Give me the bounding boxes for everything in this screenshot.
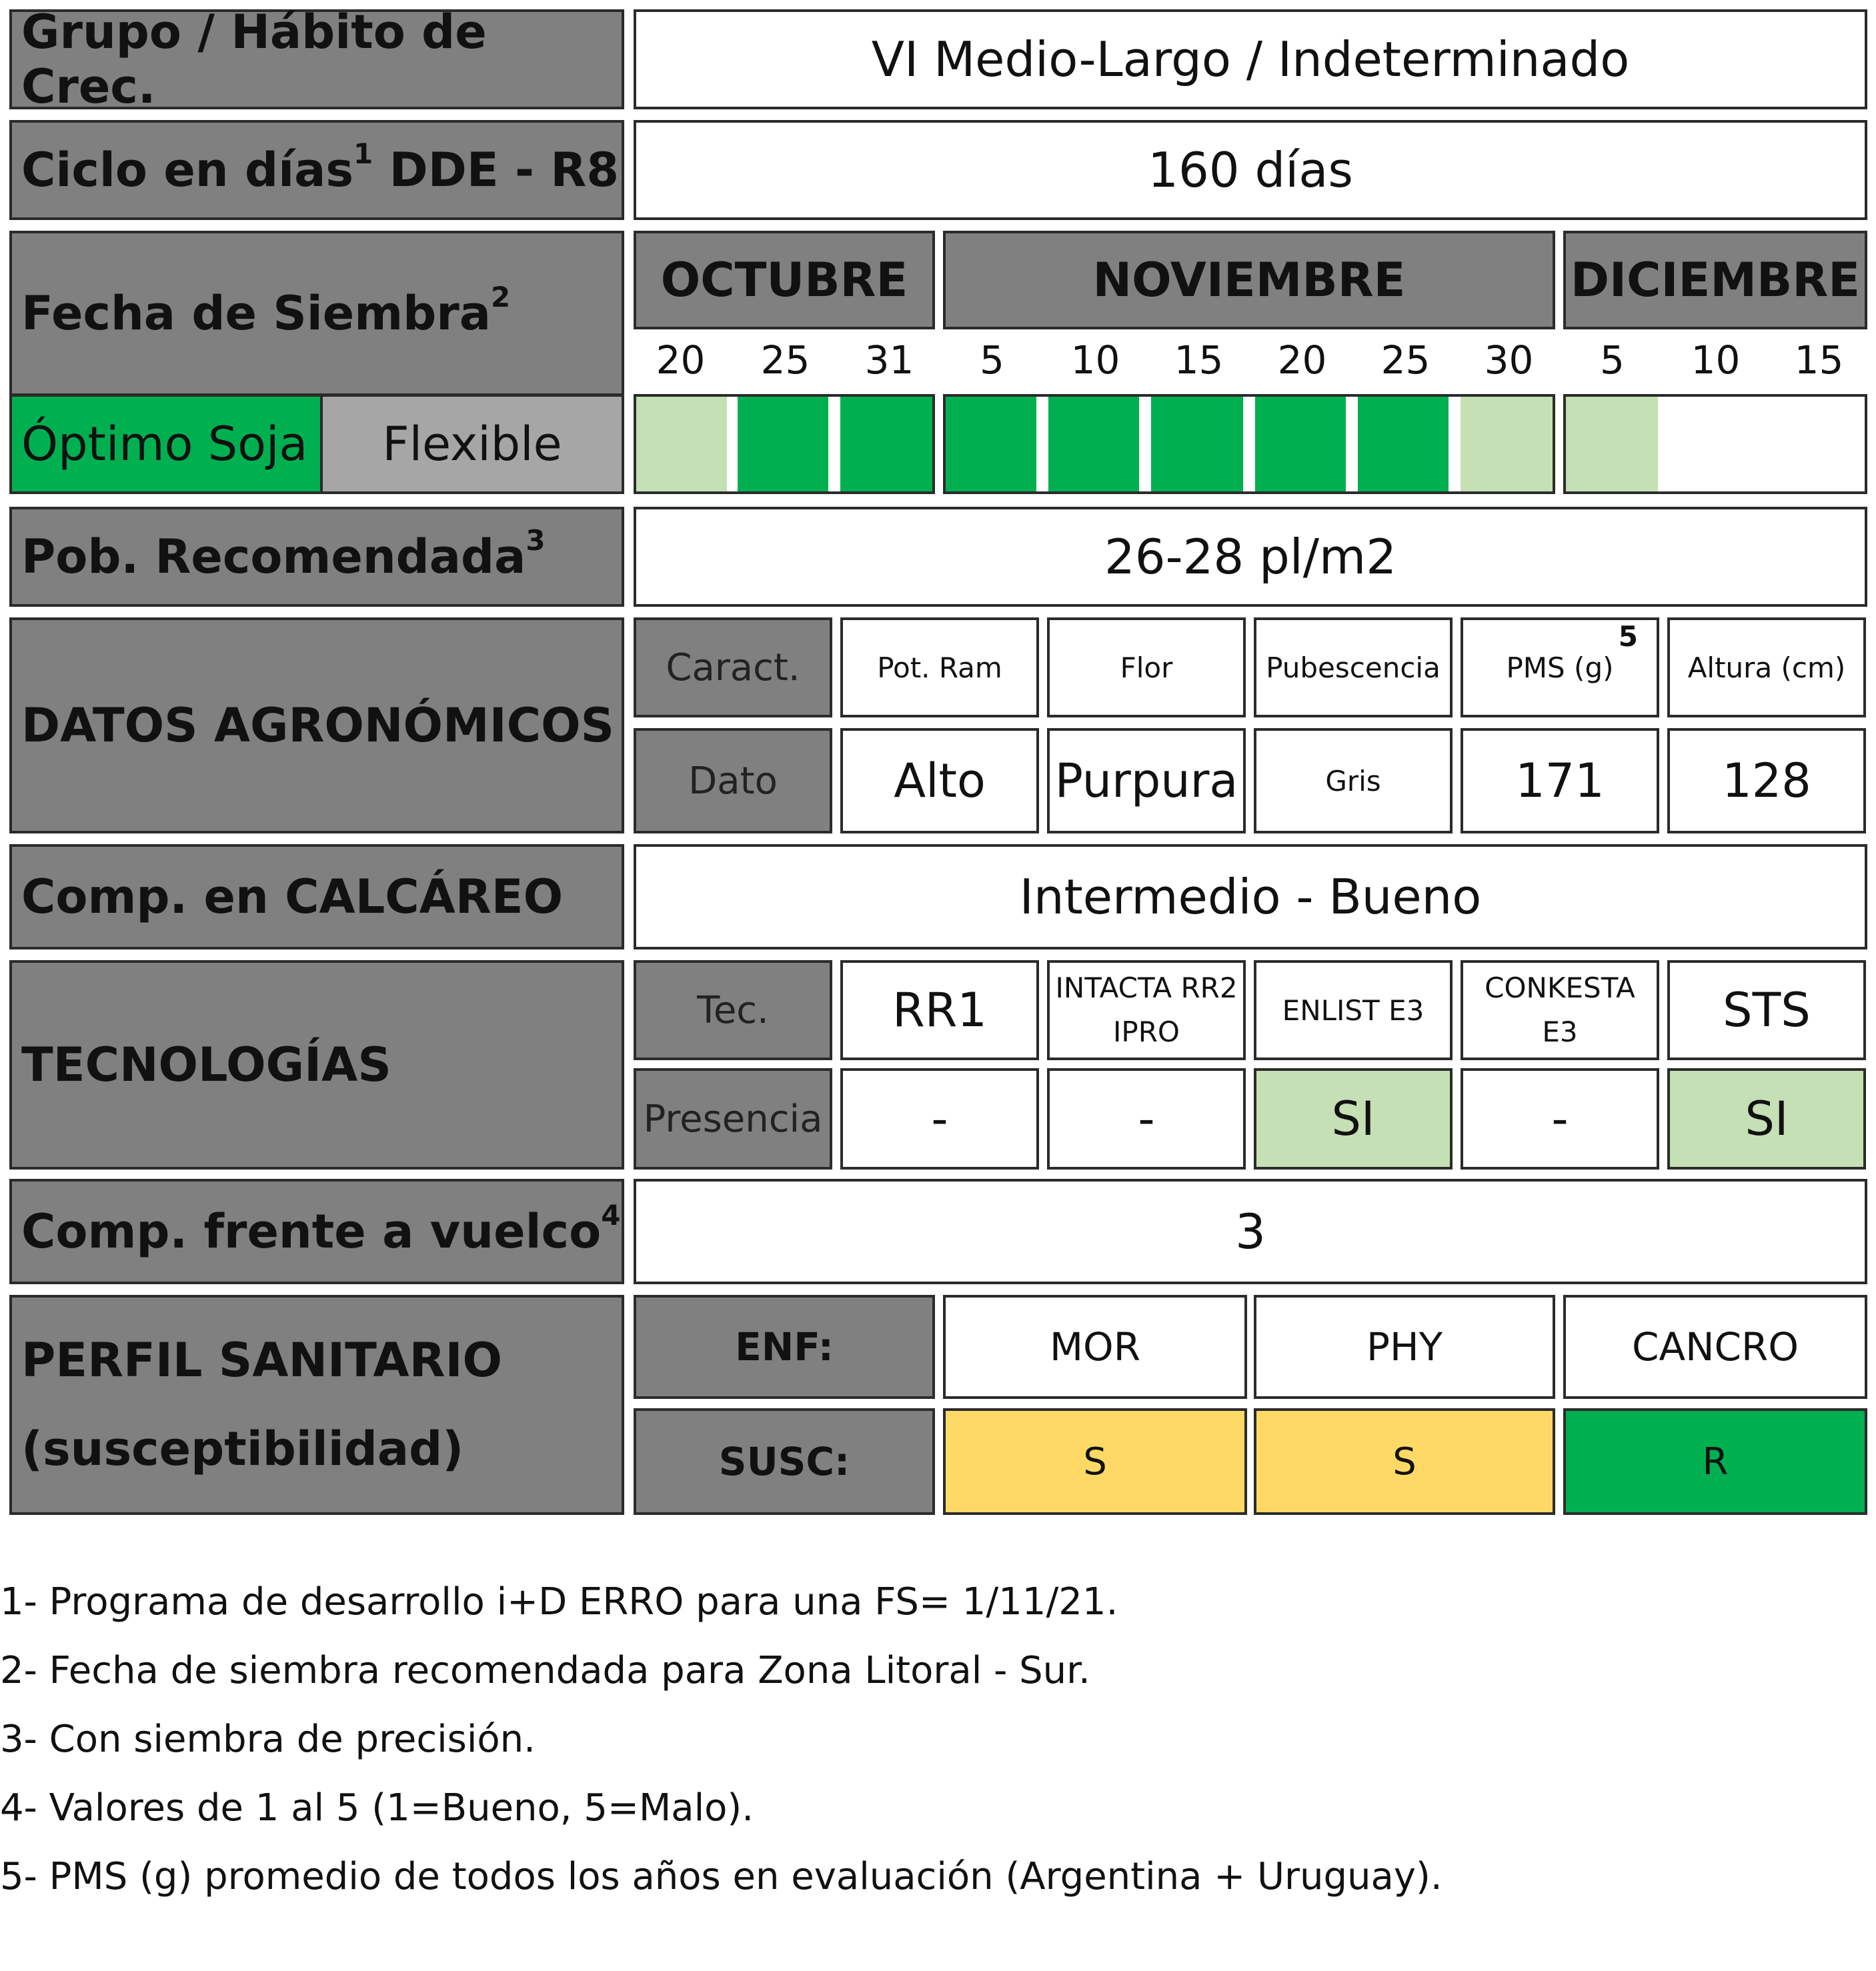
datos-header-cell xyxy=(1254,617,1453,717)
tec-header-text: STS xyxy=(1723,983,1811,1038)
pob-value xyxy=(634,507,1867,607)
grupo-label xyxy=(9,5,624,114)
day-label: 20 xyxy=(656,337,706,383)
susceptibility-value: S xyxy=(1083,1440,1107,1484)
timeline-cell-optimo xyxy=(738,397,828,491)
susceptibility-cell xyxy=(1563,1408,1867,1515)
ciclo-label-rest: DDE - R8 xyxy=(373,143,620,197)
vuelco-value-text: 3 xyxy=(1235,1204,1266,1260)
day-label: 30 xyxy=(1484,337,1534,383)
disease-name: MOR xyxy=(1050,1324,1140,1370)
datos-value-cell xyxy=(840,728,1039,833)
month-octubre-text: OCTUBRE xyxy=(660,253,908,307)
datos-value-cell xyxy=(1047,728,1246,833)
susceptibility-value: S xyxy=(1392,1440,1417,1484)
tec-presence-cell xyxy=(1047,1068,1246,1170)
month-diciembre-text: DICIEMBRE xyxy=(1570,253,1861,307)
disease-name: PHY xyxy=(1366,1324,1443,1370)
calcareo-label xyxy=(9,844,624,949)
ciclo-label xyxy=(9,120,624,220)
legend-flexible xyxy=(320,394,624,494)
datos-header-cell xyxy=(1667,617,1866,717)
tec-header-cell xyxy=(1461,960,1659,1060)
timeline-cell-optimo xyxy=(1255,397,1346,491)
susceptibility-cell xyxy=(1254,1408,1555,1515)
tec-header-text: RR1 xyxy=(892,983,987,1038)
grupo-label-text: Grupo / Hábito de Crec. xyxy=(21,5,487,114)
day-label: 15 xyxy=(1794,337,1844,383)
vuelco-value xyxy=(634,1179,1867,1284)
timeline-cell-optimo xyxy=(946,397,1036,491)
month-noviembre xyxy=(943,231,1555,329)
disease-cell xyxy=(1563,1295,1867,1399)
timeline-cell-flexible xyxy=(636,397,727,491)
presencia-label xyxy=(634,1068,832,1170)
tec-header-cell xyxy=(840,960,1039,1060)
pob-label-text xyxy=(21,524,546,584)
susceptibility-value: R xyxy=(1702,1440,1729,1484)
day-label: 25 xyxy=(760,337,810,383)
month-noviembre-text: NOVIEMBRE xyxy=(1092,253,1406,307)
tec-presence-text: SI xyxy=(1745,1092,1789,1146)
calcareo-value xyxy=(634,844,1867,949)
disease-cell xyxy=(1254,1295,1555,1399)
datos-value-cell xyxy=(1461,728,1659,833)
pob-label xyxy=(9,507,624,607)
tec-header-cell xyxy=(1667,960,1866,1060)
datos-header-text: Pubescencia xyxy=(1266,651,1441,684)
pob-label-main: Pob. Recomendada xyxy=(21,529,526,584)
datos-header-text: Flor xyxy=(1120,651,1173,684)
day-label: 10 xyxy=(1691,337,1741,383)
tec-header-text: CONKESTA xyxy=(1485,971,1635,1004)
tec-presence-text: - xyxy=(1551,1092,1569,1146)
tec-presence-text: SI xyxy=(1331,1092,1375,1146)
pob-footnote-ref: 3 xyxy=(526,524,546,557)
fecha-label-main: Fecha de Siembra xyxy=(21,286,492,341)
day-label: 5 xyxy=(980,337,1004,383)
ciclo-footnote-ref: 1 xyxy=(353,137,373,170)
datos-header-text: Altura (cm) xyxy=(1687,651,1846,684)
datos-value-text: Alto xyxy=(894,753,986,808)
disease-name: CANCRO xyxy=(1631,1324,1799,1370)
ciclo-value xyxy=(634,120,1867,220)
ciclo-value-text: 160 días xyxy=(1148,142,1353,198)
footnote: 4- Valores de 1 al 5 (1=Bueno, 5=Malo). xyxy=(0,1786,754,1830)
tec-row-label xyxy=(634,960,832,1060)
datos-header-cell xyxy=(1047,617,1246,717)
susc-label xyxy=(634,1408,935,1515)
tec-presence-cell xyxy=(840,1068,1039,1170)
month-octubre xyxy=(634,231,935,329)
disease-cell xyxy=(943,1295,1247,1399)
legend-optimo-text: Óptimo Soja xyxy=(21,417,308,471)
caract-label-text: Caract. xyxy=(666,645,800,689)
day-label: 15 xyxy=(1174,337,1224,383)
tec-header-cell xyxy=(1254,960,1453,1060)
vuelco-label xyxy=(9,1179,624,1284)
susceptibility-cell xyxy=(943,1408,1247,1515)
legend-optimo xyxy=(9,394,323,494)
footnote: 3- Con siembra de precisión. xyxy=(0,1718,536,1761)
datos-value-cell xyxy=(1667,728,1866,833)
tec-presence-cell xyxy=(1667,1068,1866,1170)
pob-value-text: 26-28 pl/m2 xyxy=(1104,529,1396,585)
datos-value-text: 128 xyxy=(1722,753,1811,808)
datos-header-cell xyxy=(840,617,1039,717)
calcareo-value-text: Intermedio - Bueno xyxy=(1019,869,1482,925)
sanitario-label xyxy=(9,1295,624,1515)
timeline-cell-flexible xyxy=(1461,397,1553,491)
datos-value-text: Gris xyxy=(1325,764,1381,797)
tec-header-cell xyxy=(1047,960,1246,1060)
footnote: 1- Programa de desarrollo i+D ERRO para una FS= 1/11/21. xyxy=(0,1580,1118,1624)
day-label: 20 xyxy=(1277,337,1327,383)
vuelco-label-main: Comp. frente a vuelco xyxy=(21,1204,602,1259)
month-diciembre xyxy=(1563,231,1867,329)
datos-value-text: Purpura xyxy=(1054,753,1238,808)
sanitario-label-line1: PERFIL SANITARIO xyxy=(21,1333,503,1388)
datos-header-text: Pot. Ram xyxy=(877,651,1002,684)
dato-label xyxy=(634,728,832,833)
tec-label-text: TECNOLOGÍAS xyxy=(21,1038,391,1092)
timeline-cell-optimo xyxy=(1358,397,1449,491)
ciclo-label-text xyxy=(21,137,620,197)
day-label: 10 xyxy=(1070,337,1120,383)
legend-flexible-text: Flexible xyxy=(382,417,562,471)
tec-presence-cell xyxy=(1254,1068,1453,1170)
footnote: 5- PMS (g) promedio de todos los años en evaluación (Argentina + Uruguay). xyxy=(0,1855,1443,1898)
tec-header-text: INTACTA RR2 xyxy=(1055,971,1238,1004)
grupo-value-text: VI Medio-Largo / Indeterminado xyxy=(871,31,1630,87)
dato-label-text: Dato xyxy=(688,759,778,803)
datos-label-text: DATOS AGRONÓMICOS xyxy=(21,698,615,753)
tec-label xyxy=(9,960,624,1170)
ciclo-label-main: Ciclo en días xyxy=(21,143,353,197)
timeline-cell-optimo xyxy=(1048,397,1139,491)
timeline-cell-optimo xyxy=(840,397,932,491)
tec-presence-text: - xyxy=(1138,1092,1155,1146)
tec-header-text: ENLIST E3 xyxy=(1282,994,1425,1027)
timeline-cell-flexible xyxy=(1566,397,1658,491)
caract-label xyxy=(634,617,832,717)
susc-label-text: SUSC: xyxy=(718,1439,850,1484)
tec-header-text-line2: IPRO xyxy=(1113,1016,1180,1048)
fecha-footnote-ref: 2 xyxy=(491,281,511,313)
pms-footnote-ref: 5 xyxy=(1618,620,1638,653)
day-label: 25 xyxy=(1380,337,1431,383)
footnote: 2- Fecha de siembra recomendada para Zona Litoral - Sur. xyxy=(0,1649,1090,1692)
sanitario-label-line2: (susceptibilidad) xyxy=(21,1422,464,1476)
fecha-label xyxy=(9,231,624,396)
enf-label-text: ENF: xyxy=(735,1324,834,1370)
tec-presence-text: - xyxy=(931,1092,948,1146)
datos-value-text: 171 xyxy=(1515,753,1605,808)
datos-label xyxy=(9,617,624,833)
datos-header-cell xyxy=(1461,617,1659,717)
fecha-label-text xyxy=(21,281,511,341)
datos-header-text: PMS (g) xyxy=(1506,651,1614,684)
tec-header-text-line2: E3 xyxy=(1542,1016,1578,1048)
presencia-label-text: Presencia xyxy=(643,1097,823,1141)
grupo-value xyxy=(634,9,1867,109)
day-label: 5 xyxy=(1600,337,1625,383)
datos-value-cell xyxy=(1254,728,1453,833)
day-label: 31 xyxy=(864,337,914,383)
vuelco-footnote-ref: 4 xyxy=(601,1199,621,1232)
enf-label xyxy=(634,1295,935,1399)
tec-presence-cell xyxy=(1461,1068,1659,1170)
timeline-cell-optimo xyxy=(1151,397,1243,491)
calcareo-label-text: Comp. en CALCÁREO xyxy=(21,869,564,924)
vuelco-label-text xyxy=(21,1199,621,1259)
tec-row-label-text: Tec. xyxy=(697,988,769,1032)
